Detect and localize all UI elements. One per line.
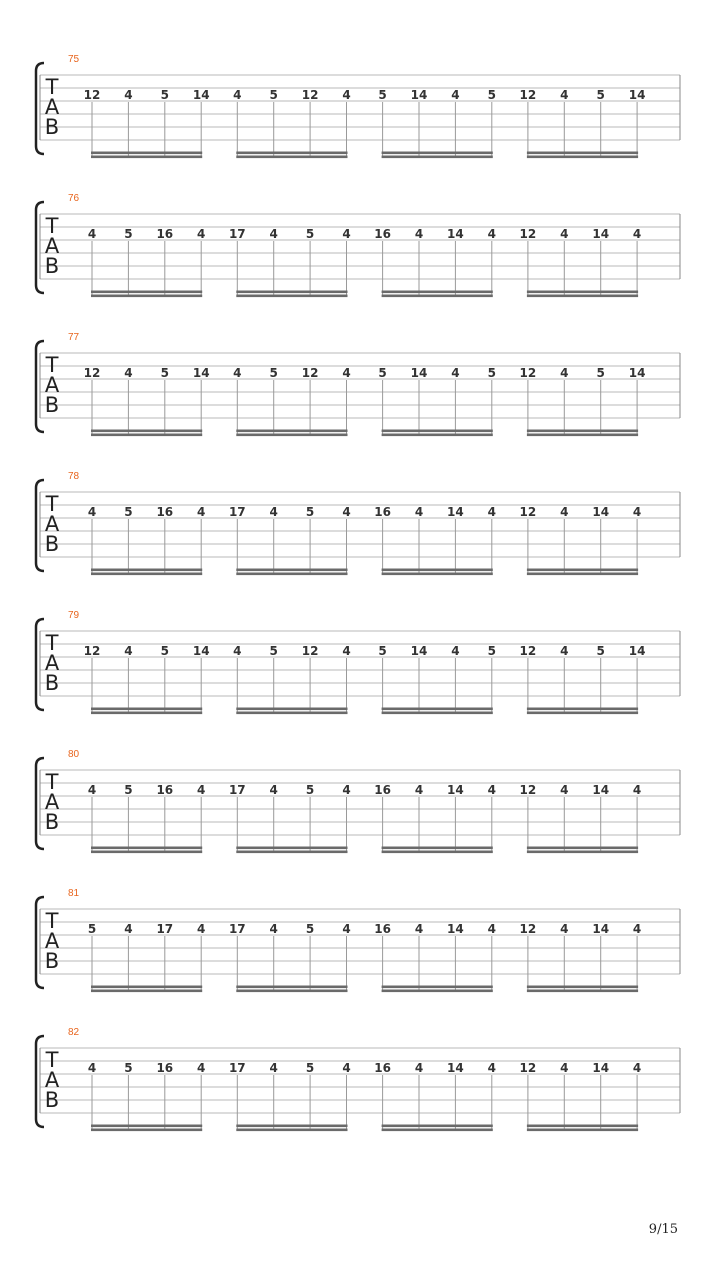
beam [382,712,493,715]
beam [91,847,202,850]
fret-number: 4 [124,366,133,380]
fret-number: 12 [519,366,537,380]
fret-number: 4 [414,505,424,519]
fret-number: 14 [410,88,428,102]
tab-clef-letter: B [44,810,60,834]
beam [91,569,202,572]
fret-number: 4 [124,88,133,102]
beam [236,990,347,993]
fret-number: 4 [342,88,351,102]
fret-number: 4 [560,783,569,797]
fret-number: 12 [301,644,319,658]
beam [236,434,347,437]
fret-number: 14 [447,922,464,936]
beam [527,712,638,715]
beam [91,708,202,711]
beam [91,986,202,989]
fret-number: 14 [592,227,610,241]
fret-number: 5 [269,88,278,102]
fret-number: 4 [269,783,278,797]
fret-number: 4 [632,227,642,241]
fret-number: 4 [451,644,460,658]
fret-number: 4 [342,922,351,936]
fret-number: 4 [632,922,642,936]
fret-number: 16 [374,505,391,519]
fret-number: 4 [233,88,242,102]
fret-number: 4 [342,227,351,241]
fret-number: 12 [83,88,101,102]
measure-number: 76 [68,193,80,204]
measure-number: 80 [68,749,80,760]
beam [236,1129,347,1132]
beam [527,708,638,711]
beam [236,291,347,294]
fret-number: 4 [632,1061,642,1075]
fret-number: 14 [628,644,646,658]
beam [382,1129,493,1132]
fret-number: 5 [596,644,605,658]
fret-number: 14 [628,88,646,102]
fret-number: 4 [342,1061,351,1075]
fret-number: 4 [487,227,496,241]
fret-number: 4 [414,783,424,797]
fret-number: 17 [156,922,174,936]
fret-number: 5 [487,366,496,380]
tab-system [36,888,680,992]
tab-clef-letter: A [44,512,60,536]
tab-clef-letter: T [45,214,59,238]
fret-number: 12 [519,922,537,936]
fret-number: 12 [519,88,537,102]
fret-number: 4 [414,1061,424,1075]
tab-clef-letter: T [45,770,59,794]
beam [236,569,347,572]
fret-number: 4 [487,505,496,519]
fret-number: 4 [197,922,206,936]
fret-number: 4 [87,505,97,519]
tab-system [36,54,680,158]
beam [527,295,638,298]
fret-number: 4 [560,505,569,519]
beam [527,851,638,854]
fret-number: 4 [87,783,97,797]
beam [236,847,347,850]
beam [382,990,493,993]
fret-number: 14 [592,505,610,519]
fret-number: 4 [87,1061,97,1075]
measure-number: 81 [68,888,80,899]
fret-number: 4 [124,922,133,936]
beam [527,847,638,850]
beam [527,573,638,576]
fret-number: 17 [228,783,246,797]
beam [236,430,347,433]
fret-number: 4 [632,783,642,797]
fret-number: 14 [447,227,464,241]
fret-number: 14 [447,1061,464,1075]
fret-number: 4 [342,644,351,658]
fret-number: 16 [156,505,174,519]
beam [527,152,638,155]
tab-system [36,610,680,714]
tab-clef-letter: T [45,492,59,516]
fret-number: 12 [519,1061,537,1075]
beam [527,1129,638,1132]
fret-number: 4 [342,783,351,797]
beam [382,708,493,711]
fret-number: 16 [374,922,391,936]
beam [91,1125,202,1128]
fret-number: 4 [233,644,242,658]
fret-number: 4 [197,227,206,241]
beam [91,712,202,715]
beam [382,434,493,437]
tab-system [36,193,680,297]
fret-number: 5 [305,922,315,936]
tab-clef-letter: B [44,393,60,417]
fret-number: 14 [410,644,428,658]
fret-number: 4 [560,922,569,936]
fret-number: 14 [447,783,464,797]
beam [527,156,638,159]
fret-number: 5 [124,227,133,241]
fret-number: 5 [596,366,605,380]
beam [91,990,202,993]
fret-number: 14 [447,505,464,519]
tab-system [36,1027,680,1131]
beam [527,291,638,294]
beam [527,990,638,993]
fret-number: 5 [305,783,315,797]
beam [91,156,202,159]
fret-number: 5 [87,922,97,936]
tab-clef-letter: T [45,353,59,377]
beam [236,573,347,576]
fret-number: 4 [451,88,460,102]
beam [236,156,347,159]
measure-number: 82 [68,1027,80,1038]
fret-number: 5 [124,505,133,519]
fret-number: 4 [269,227,278,241]
tab-clef-letter: A [44,790,60,814]
fret-number: 12 [83,366,101,380]
fret-number: 14 [592,1061,610,1075]
fret-number: 17 [228,922,246,936]
fret-number: 5 [305,227,315,241]
beam [382,569,493,572]
fret-number: 14 [192,644,210,658]
tab-system [36,471,680,575]
fret-number: 4 [269,922,278,936]
tab-system [36,332,680,436]
tab-clef-letter: T [45,75,59,99]
beam [382,986,493,989]
tab-clef-letter: B [44,1088,60,1112]
fret-number: 4 [342,505,351,519]
fret-number: 4 [269,505,278,519]
fret-number: 5 [160,366,169,380]
fret-number: 16 [156,783,174,797]
fret-number: 17 [228,227,246,241]
beam [91,573,202,576]
beam [91,152,202,155]
tab-clef-letter: A [44,95,60,119]
beam [236,986,347,989]
fret-number: 4 [560,366,569,380]
tab-clef-letter: B [44,671,60,695]
fret-number: 4 [414,922,424,936]
fret-number: 16 [374,227,391,241]
beam [91,291,202,294]
tab-clef-letter: T [45,1048,59,1072]
beam [382,152,493,155]
beam [236,708,347,711]
fret-number: 4 [487,922,496,936]
fret-number: 5 [269,366,278,380]
beam [91,430,202,433]
fret-number: 5 [378,366,387,380]
fret-number: 12 [301,366,319,380]
fret-number: 5 [378,88,387,102]
beam [236,712,347,715]
tab-system [36,749,680,853]
fret-number: 4 [197,505,206,519]
beam [91,1129,202,1132]
beam [91,851,202,854]
measure-number: 77 [68,332,80,343]
fret-number: 5 [124,783,133,797]
fret-number: 12 [519,227,537,241]
fret-number: 12 [519,505,537,519]
measure-number: 79 [68,610,80,621]
beam [382,851,493,854]
fret-number: 4 [414,227,424,241]
fret-number: 5 [305,1061,315,1075]
fret-number: 4 [87,227,97,241]
fret-number: 4 [451,366,460,380]
fret-number: 16 [156,1061,174,1075]
fret-number: 5 [269,644,278,658]
fret-number: 4 [632,505,642,519]
beam [91,295,202,298]
tab-clef-letter: B [44,254,60,278]
tab-clef-letter: A [44,1068,60,1092]
beam [382,295,493,298]
fret-number: 5 [378,644,387,658]
fret-number: 12 [519,783,537,797]
tab-clef-letter: T [45,909,59,933]
fret-number: 5 [160,88,169,102]
beam [527,434,638,437]
beam [382,156,493,159]
beam [236,295,347,298]
beam [236,152,347,155]
tab-clef-letter: T [45,631,59,655]
fret-number: 16 [374,1061,391,1075]
fret-number: 12 [301,88,319,102]
fret-number: 4 [487,1061,496,1075]
beam [382,1125,493,1128]
measure-number: 75 [68,54,80,65]
fret-number: 4 [197,1061,206,1075]
fret-number: 5 [487,88,496,102]
beam [527,430,638,433]
fret-number: 4 [197,783,206,797]
fret-number: 12 [83,644,101,658]
fret-number: 5 [305,505,315,519]
tab-clef-letter: A [44,651,60,675]
fret-number: 14 [592,922,610,936]
fret-number: 5 [596,88,605,102]
beam [236,851,347,854]
tab-clef-letter: A [44,929,60,953]
tab-clef-letter: B [44,532,60,556]
fret-number: 4 [560,227,569,241]
fret-number: 14 [192,366,210,380]
beam [382,847,493,850]
beam [236,1125,347,1128]
beam [527,986,638,989]
beam [91,434,202,437]
fret-number: 4 [124,644,133,658]
fret-number: 17 [228,1061,246,1075]
fret-number: 4 [342,366,351,380]
beam [527,569,638,572]
fret-number: 14 [592,783,610,797]
fret-number: 4 [233,366,242,380]
beam [382,573,493,576]
tab-clef-letter: A [44,373,60,397]
fret-number: 12 [519,644,537,658]
fret-number: 16 [374,783,391,797]
beam [382,291,493,294]
tab-clef-letter: B [44,949,60,973]
fret-number: 4 [487,783,496,797]
fret-number: 5 [487,644,496,658]
fret-number: 4 [560,644,569,658]
fret-number: 5 [160,644,169,658]
fret-number: 17 [228,505,246,519]
fret-number: 4 [560,88,569,102]
fret-number: 14 [410,366,428,380]
fret-number: 14 [192,88,210,102]
tab-clef-letter: A [44,234,60,258]
fret-number: 4 [269,1061,278,1075]
fret-number: 14 [628,366,646,380]
tab-clef-letter: B [44,115,60,139]
fret-number: 5 [124,1061,133,1075]
page-number: 9/15 [648,1222,678,1237]
fret-number: 4 [560,1061,569,1075]
beam [527,1125,638,1128]
fret-number: 16 [156,227,174,241]
beam [382,430,493,433]
measure-number: 78 [68,471,80,482]
